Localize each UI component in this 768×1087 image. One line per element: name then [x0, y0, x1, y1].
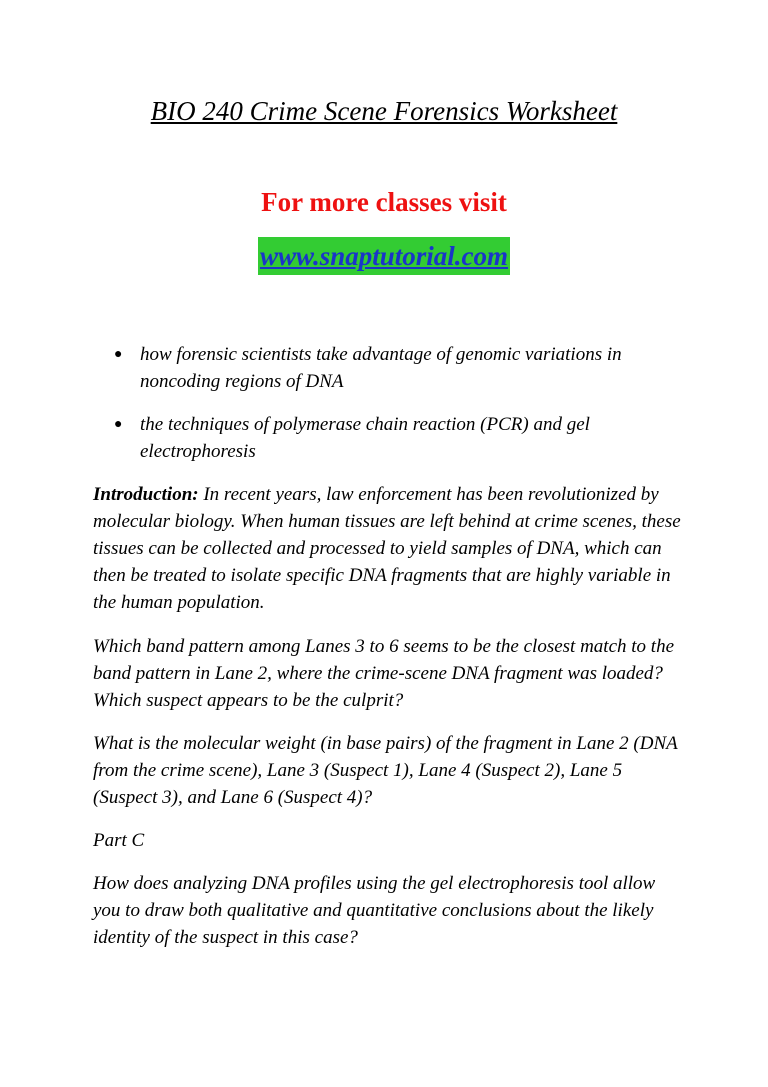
- bullet-item: [110, 341, 700, 395]
- intro-label: Introduction:: [93, 484, 199, 505]
- topic-bullet-list: [110, 341, 700, 481]
- question-paragraph-2: What is the molecular weight (in base pairs) of the fragment in Lane 2 (DNA from the crime scene), Lane 3 (Suspect 1), Lane 4 (Suspect 2), Lane 5 (Suspect 3), and Lane 6 (Suspect 4)?: [93, 733, 678, 808]
- introduction-paragraph: [93, 481, 683, 616]
- document-title: BIO 240 Crime Scene Forensics Worksheet: [150, 96, 618, 126]
- promo-text: For more classes visit: [261, 187, 507, 217]
- bullet-text: the techniques of polymerase chain reaction (PCR) and gel electrophoresis: [140, 414, 590, 462]
- intro-text: In recent years, law enforcement has been revolutionized by molecular biology. When human tissues are left behind at crime scenes, these tissues can be collected and processed to yield samples of DNA, which can then be treated to isolate specific DNA fragments that are highly variable in the human population.: [93, 484, 681, 613]
- bullet-text: how forensic scientists take advantage of genomic variations in noncoding regions of DNA: [140, 344, 622, 392]
- bullet-icon: ●: [114, 417, 123, 432]
- bullet-item: [110, 411, 700, 465]
- promo-link[interactable]: www.snaptutorial.com: [258, 237, 510, 275]
- bullet-icon: ●: [114, 347, 123, 362]
- part-label: Part C: [93, 830, 145, 851]
- promo-link-container: [0, 237, 768, 275]
- question-paragraph-1: Which band pattern among Lanes 3 to 6 seems to be the closest match to the band pattern in Lane 2, where the crime-scene DNA fragment was loaded? Which suspect appears to be the culprit?: [93, 636, 675, 711]
- question-paragraph-3: How does analyzing DNA profiles using the gel electrophoresis tool allow you to draw both qualitative and quantitative conclusions about the likely identity of the suspect in this case?: [93, 873, 656, 948]
